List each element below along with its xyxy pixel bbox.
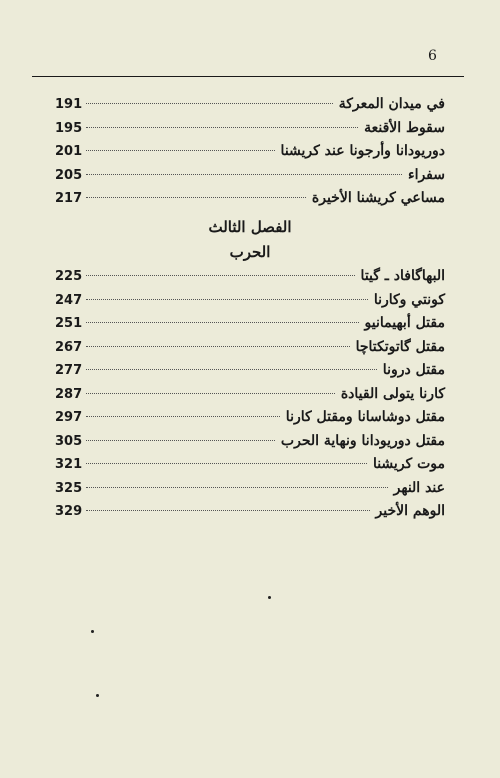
dot-leader (86, 322, 358, 323)
toc-entry-title: مقتل دوريودانا ونهاية الحرب (280, 432, 445, 449)
dot-leader (86, 103, 333, 104)
speck (96, 694, 99, 697)
toc-entry-title: البهاگافاد ـ گيتا (360, 268, 445, 284)
dot-leader (86, 440, 275, 441)
toc-entry-page: 297 (55, 410, 83, 425)
toc-entry (55, 315, 445, 339)
toc-entry-page: 191 (55, 97, 83, 112)
toc-entry-page: 329 (55, 504, 83, 519)
dot-leader (86, 127, 358, 128)
toc-entry (55, 120, 445, 144)
dot-leader (86, 299, 368, 300)
toc-entry-title: مقتل أبهيمانيو (364, 315, 445, 331)
toc-entry (55, 503, 445, 527)
toc-entry (55, 339, 445, 363)
toc-entry (55, 292, 445, 316)
toc-entry (55, 386, 445, 410)
toc-entry-title: دوريودانا وأرجونا عند كريشنا (280, 143, 445, 159)
toc-entry-page: 217 (55, 191, 83, 206)
toc-entry (55, 433, 445, 457)
toc-entry-page: 287 (55, 386, 83, 402)
toc-entry-page: 305 (55, 433, 83, 449)
toc-entry-page: 251 (55, 316, 83, 331)
toc-entry-title: في ميدان المعركة (338, 96, 445, 112)
toc-entry-title: مقتل گاتوتكتاچا (355, 338, 445, 355)
toc-entry (55, 167, 445, 191)
speck (268, 596, 271, 599)
chapter-label: الفصل الثالث (208, 218, 292, 236)
toc-entry (55, 456, 445, 480)
dot-leader (86, 510, 369, 511)
toc-entry (55, 190, 445, 214)
dot-leader (86, 416, 280, 417)
toc-entry-title: كارنا يتولى القيادة (340, 385, 445, 402)
header-rule (32, 76, 464, 77)
toc-entry (55, 96, 445, 120)
toc-entry-title: سقوط الأقنعة (364, 119, 445, 136)
dot-leader (86, 369, 377, 370)
toc-entry-page: 201 (55, 144, 83, 159)
toc-entry-page: 267 (55, 339, 83, 355)
toc-entry-title: عند النهر (393, 479, 445, 496)
dot-leader (86, 150, 274, 151)
toc-entry-page: 247 (55, 292, 83, 308)
toc-entry (55, 409, 445, 433)
toc-entry-title: مقتل دوشاسانا ومقتل كارنا (285, 409, 445, 425)
toc-section-2 (55, 268, 445, 527)
toc-entry-title: سفراء (407, 166, 445, 183)
toc-section-1 (55, 96, 445, 214)
toc-entry-page: 225 (55, 269, 83, 284)
toc-entry (55, 143, 445, 167)
toc-entry-title: الوهم الأخير (375, 503, 445, 519)
dot-leader (86, 463, 367, 464)
chapter-title: الحرب (229, 243, 271, 261)
toc-entry-title: مقتل درونا (382, 362, 445, 378)
speck (91, 630, 94, 633)
dot-leader (86, 487, 388, 488)
toc-entry-page: 277 (55, 363, 83, 378)
dot-leader (86, 346, 349, 347)
toc-entry-page: 195 (55, 120, 83, 136)
dot-leader (86, 197, 306, 198)
toc-entry (55, 480, 445, 504)
toc-entry-page: 321 (55, 457, 83, 472)
toc-entry-title: موت كريشنا (372, 456, 445, 472)
toc-entry-title: مساعي كريشنا الأخيرة (311, 190, 445, 206)
toc-entry (55, 362, 445, 386)
dot-leader (86, 174, 402, 175)
toc-entry (55, 268, 445, 292)
toc-entry-page: 205 (55, 167, 83, 183)
page-number: 6 (428, 48, 437, 64)
dot-leader (86, 275, 354, 276)
dot-leader (86, 393, 335, 394)
toc-entry-title: كونتي وكارنا (373, 291, 445, 308)
toc-entry-page: 325 (55, 480, 83, 496)
